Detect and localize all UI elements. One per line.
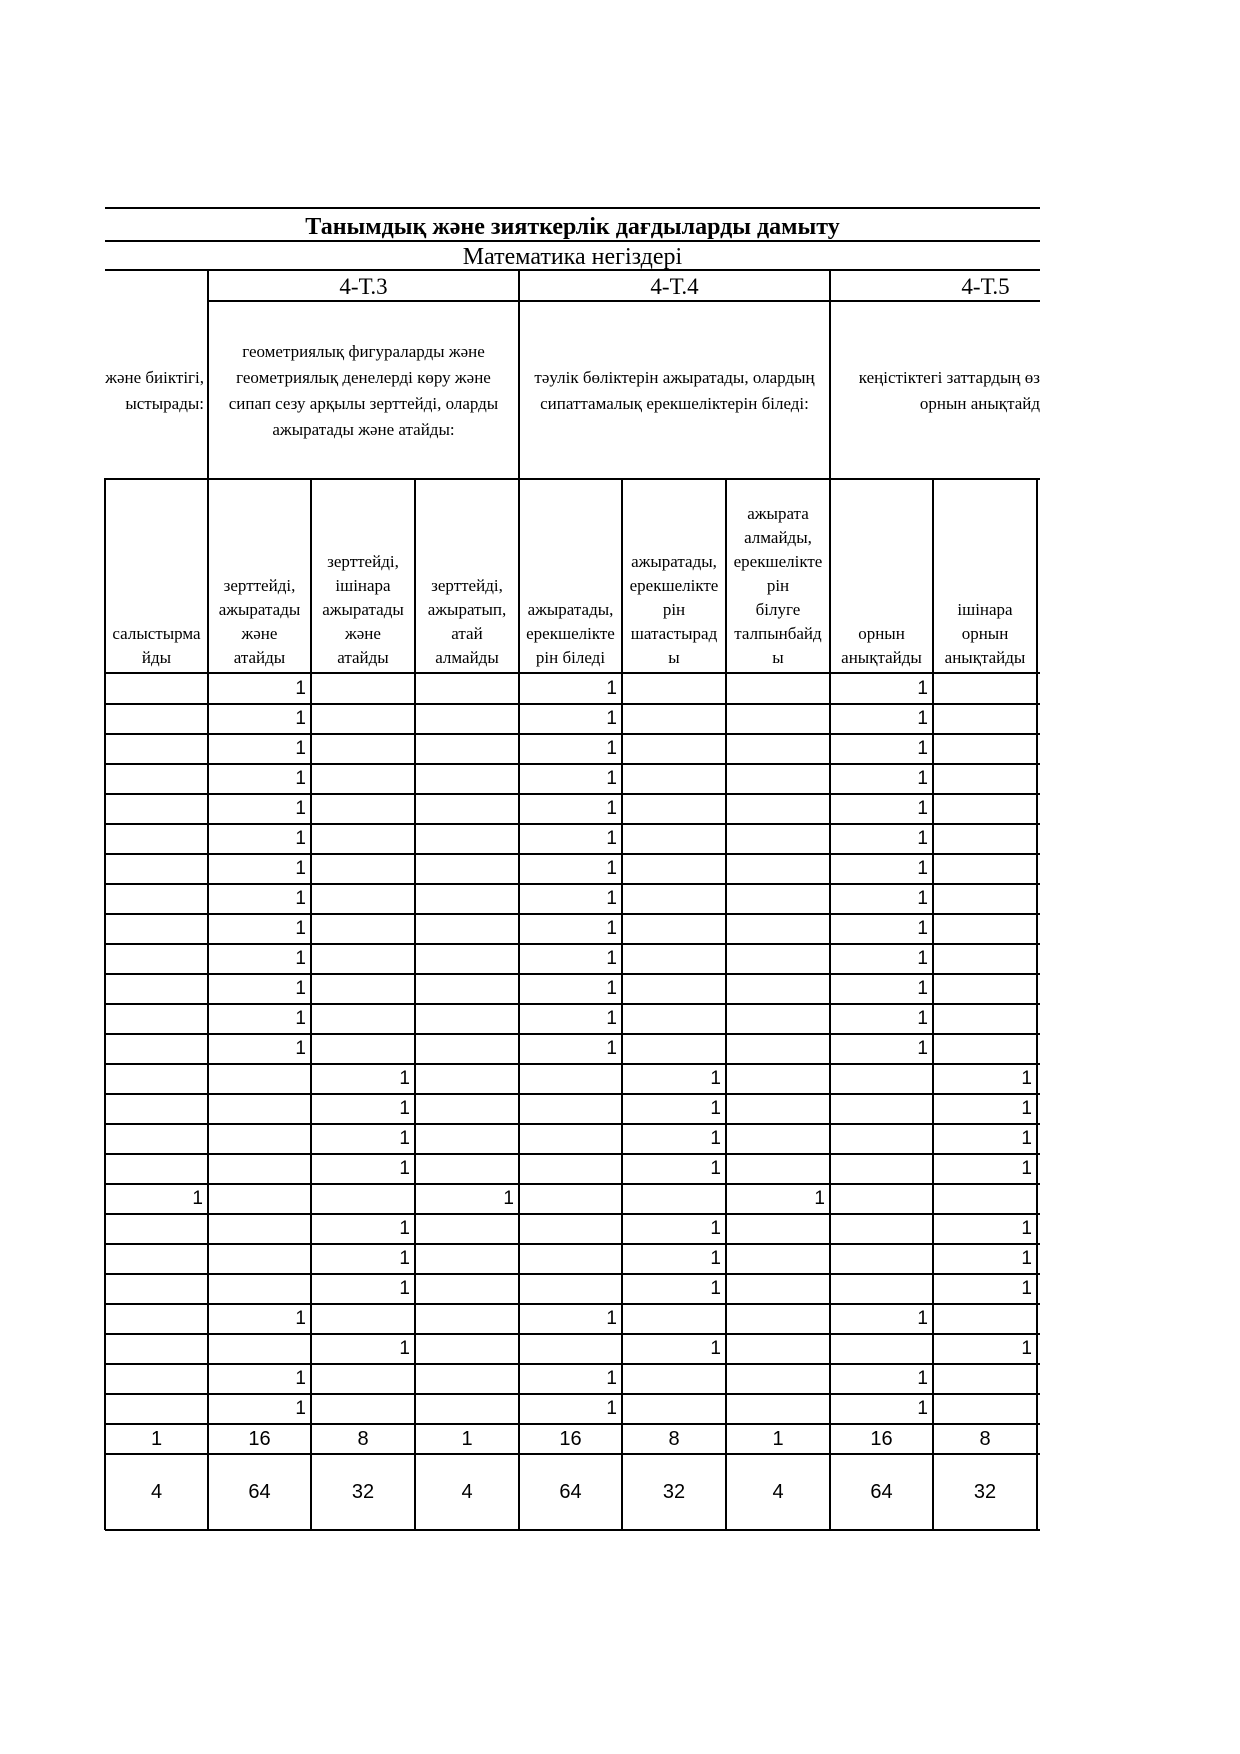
table-cell: 1 [917, 768, 928, 789]
column-header-6: ажыратады, ерекшелікте рін шатастырад ы [629, 552, 719, 667]
column-header-7: ажырата алмайды, ерекшелікте рін білуге талпынбайд ы [733, 504, 823, 667]
table-cell: 1 [606, 888, 617, 909]
group-code-4-t3: 4-Т.3 [339, 274, 388, 299]
table-cell [208, 1214, 311, 1244]
column-header-2: зерттейді, ажыратады және атайды [218, 576, 301, 667]
table-cell [622, 914, 726, 944]
column-line-5 [621, 478, 623, 1530]
table-cell [415, 794, 519, 824]
table-cell [311, 1184, 415, 1214]
table-cell [415, 1334, 519, 1364]
table-cell: 1 [295, 738, 306, 759]
table-cell [622, 674, 726, 704]
table-cell: 1 [917, 678, 928, 699]
table-cell [105, 824, 208, 854]
table-cell: 1 [399, 1098, 410, 1119]
table-cell [311, 794, 415, 824]
table-cell [726, 794, 830, 824]
rule-subtitle [105, 269, 1040, 271]
table-cell [726, 1124, 830, 1154]
table-cell: 1 [295, 828, 306, 849]
table-cell [519, 1184, 622, 1214]
column-header-8: орнын анықтайды [841, 624, 922, 667]
table-cell [415, 1394, 519, 1424]
table-cell [105, 884, 208, 914]
column-line-1 [207, 478, 209, 1530]
table-cell [622, 1004, 726, 1034]
table-cell [830, 1184, 933, 1214]
table-cell: 1 [1021, 1278, 1032, 1299]
table-cell: 1 [399, 1338, 410, 1359]
table-cell [622, 974, 726, 1004]
table-cell [105, 1304, 208, 1334]
table-cell [726, 884, 830, 914]
table-cell: 1 [917, 918, 928, 939]
table-cell: 1 [295, 1308, 306, 1329]
table-cell [726, 824, 830, 854]
rule-codes [208, 300, 1040, 302]
group-separator-0 [207, 269, 209, 478]
table-cell: 1 [606, 1398, 617, 1419]
table-cell [933, 824, 1037, 854]
table-cell [726, 1214, 830, 1244]
table-cell [105, 794, 208, 824]
column-line-7 [829, 478, 831, 1530]
table-cell [830, 1094, 933, 1124]
table-cell: 1 [917, 1368, 928, 1389]
table-cell [415, 974, 519, 1004]
table-cell [726, 1244, 830, 1274]
table-cell [830, 1124, 933, 1154]
table-cell [519, 1094, 622, 1124]
table-cell: 1 [399, 1158, 410, 1179]
table-cell [311, 1364, 415, 1394]
table-cell: 1 [1021, 1248, 1032, 1269]
table-cell [415, 1124, 519, 1154]
table-cell [726, 974, 830, 1004]
table-cell [105, 704, 208, 734]
table-cell [726, 1034, 830, 1064]
table-cell: 1 [295, 978, 306, 999]
percent-cell: 64 [870, 1480, 893, 1503]
table-cell [622, 1304, 726, 1334]
table-cell [622, 764, 726, 794]
table-cell [622, 1034, 726, 1064]
table-cell [311, 854, 415, 884]
percent-cell: 4 [461, 1480, 473, 1503]
table-cell [311, 974, 415, 1004]
table-cell: 1 [814, 1188, 825, 1209]
table-cell [933, 884, 1037, 914]
table-cell [933, 734, 1037, 764]
percent-cell: 32 [973, 1480, 997, 1503]
table-cell [415, 824, 519, 854]
column-line-4 [518, 478, 520, 1530]
table-cell: 1 [917, 1008, 928, 1029]
table-cell: 1 [917, 1038, 928, 1059]
table-cell [311, 1004, 415, 1034]
table-cell: 1 [295, 1368, 306, 1389]
table-cell [415, 1034, 519, 1064]
table-cell: 1 [917, 1308, 928, 1329]
table-cell [726, 1154, 830, 1184]
table-cell [105, 1274, 208, 1304]
table-cell [415, 1214, 519, 1244]
table-cell: 1 [1021, 1098, 1032, 1119]
table-cell: 1 [295, 1398, 306, 1419]
table-cell [519, 1334, 622, 1364]
table-cell: 1 [606, 1038, 617, 1059]
section-subtitle: Математика негіздері [462, 243, 683, 270]
table-cell: 1 [606, 768, 617, 789]
table-cell [726, 764, 830, 794]
table-cell: 1 [606, 918, 617, 939]
table-cell [105, 1364, 208, 1394]
table-cell [726, 734, 830, 764]
table-cell: 1 [295, 1008, 306, 1029]
table-cell [933, 1004, 1037, 1034]
table-cell [105, 1124, 208, 1154]
table-cell [208, 1334, 311, 1364]
table-cell [311, 944, 415, 974]
table-cell [726, 674, 830, 704]
table-cell [830, 1064, 933, 1094]
table-cell: 1 [295, 768, 306, 789]
table-cell: 1 [606, 798, 617, 819]
table-cell: 1 [917, 948, 928, 969]
table-cell [726, 1334, 830, 1364]
table-cell [105, 1004, 208, 1034]
table-cell: 1 [606, 708, 617, 729]
table-cell: 1 [710, 1248, 721, 1269]
table-cell: 1 [917, 858, 928, 879]
table-cell: 1 [606, 1368, 617, 1389]
table-cell [311, 734, 415, 764]
table-cell: 1 [710, 1098, 721, 1119]
percent-cell: 32 [662, 1480, 686, 1503]
table-cell [933, 764, 1037, 794]
rule-top [105, 207, 1040, 209]
table-cell [415, 1364, 519, 1394]
table-cell [622, 1394, 726, 1424]
table-cell: 1 [710, 1278, 721, 1299]
group-separator-1 [518, 269, 520, 478]
table-cell [830, 1274, 933, 1304]
table-cell: 1 [1021, 1128, 1032, 1149]
table-cell [933, 704, 1037, 734]
table-cell [933, 1184, 1037, 1214]
table-cell [622, 824, 726, 854]
table-cell: 1 [1021, 1218, 1032, 1239]
table-cell [726, 854, 830, 884]
table-cell: 1 [399, 1248, 410, 1269]
total-cell: 16 [248, 1427, 271, 1450]
table-cell [519, 1124, 622, 1154]
table-cell: 1 [710, 1338, 721, 1359]
total-cell: 1 [772, 1427, 784, 1450]
table-cell [622, 884, 726, 914]
table-cell: 1 [710, 1218, 721, 1239]
table-cell [208, 1184, 311, 1214]
table-cell [208, 1154, 311, 1184]
table-cell: 1 [710, 1068, 721, 1089]
table-cell [105, 1394, 208, 1424]
table-cell: 1 [1021, 1338, 1032, 1359]
total-cell: 1 [150, 1427, 163, 1450]
table-cell [105, 974, 208, 1004]
column-line-0 [104, 478, 106, 1530]
table-cell: 1 [1021, 1068, 1032, 1089]
group-separator-2 [829, 269, 831, 478]
percent-cell: 4 [772, 1480, 784, 1503]
table-cell [622, 704, 726, 734]
percent-cell: 64 [248, 1480, 271, 1503]
table-cell [933, 794, 1037, 824]
table-cell [311, 1394, 415, 1424]
table-cell: 1 [917, 738, 928, 759]
total-cell: 8 [357, 1427, 369, 1450]
table-cell [519, 1154, 622, 1184]
table-cell [311, 1034, 415, 1064]
table-cell [208, 1244, 311, 1274]
table-cell [415, 674, 519, 704]
table-cell: 1 [1021, 1158, 1032, 1179]
table-cell [933, 1364, 1037, 1394]
table-cell [105, 1034, 208, 1064]
table-cell [415, 1154, 519, 1184]
total-cell: 1 [461, 1427, 473, 1450]
table-cell [933, 914, 1037, 944]
total-cell: 16 [559, 1427, 582, 1450]
table-cell [208, 1094, 311, 1124]
table-cell: 1 [295, 948, 306, 969]
column-line-9 [1036, 478, 1038, 1530]
group-description-4-t5: кеңістіктегі заттардың өз орнын анықтайд [858, 368, 1040, 413]
table-cell [519, 1214, 622, 1244]
column-line-8 [932, 478, 934, 1530]
table-cell [622, 734, 726, 764]
table-cell: 1 [606, 1308, 617, 1329]
table-cell [311, 764, 415, 794]
table-cell [519, 1064, 622, 1094]
table-cell [933, 974, 1037, 1004]
percent-cell: 4 [150, 1480, 163, 1503]
table-cell [105, 1064, 208, 1094]
table-cell [726, 1304, 830, 1334]
table-cell: 1 [917, 828, 928, 849]
table-cell [208, 1064, 311, 1094]
table-cell: 1 [399, 1128, 410, 1149]
table-cell [726, 1274, 830, 1304]
table-cell [105, 734, 208, 764]
table-cell [726, 1094, 830, 1124]
table-cell [415, 1064, 519, 1094]
table-cell [622, 794, 726, 824]
table-cell [415, 734, 519, 764]
table-cell [105, 944, 208, 974]
table-cell: 1 [710, 1158, 721, 1179]
table-cell [415, 884, 519, 914]
table-cell: 1 [606, 738, 617, 759]
table-cell: 1 [606, 978, 617, 999]
group-code-4-t5: 4-Т.5 [961, 274, 1010, 299]
table-cell: 1 [399, 1068, 410, 1089]
table-cell: 1 [295, 678, 306, 699]
column-line-2 [310, 478, 312, 1530]
table-cell: 1 [295, 888, 306, 909]
table-cell [415, 764, 519, 794]
table-cell [415, 944, 519, 974]
table-cell [933, 1034, 1037, 1064]
column-line-3 [414, 478, 416, 1530]
table-cell [208, 1124, 311, 1154]
table-cell [622, 1364, 726, 1394]
table-cell [311, 824, 415, 854]
rule-title [105, 240, 1040, 242]
table-cell [933, 1394, 1037, 1424]
column-header-1: салыстырма йды [112, 624, 201, 667]
table-cell [415, 1244, 519, 1274]
table-cell [415, 1304, 519, 1334]
table-cell [415, 854, 519, 884]
table-cell [311, 1304, 415, 1334]
page-title: Танымдық және зияткерлік дағдыларды дамыту [305, 213, 840, 240]
table-cell [415, 1004, 519, 1034]
table-cell [830, 1214, 933, 1244]
column-line-6 [725, 478, 727, 1530]
table-cell: 1 [295, 708, 306, 729]
table-cell [311, 884, 415, 914]
group-description-4-t3: геометриялық фигураларды және геометриялық денелерді көру және сипап сезу арқылы зерттейді, оларды ажыратады және атайды: [228, 342, 499, 439]
table-cell [105, 1334, 208, 1364]
table-cell: 1 [606, 948, 617, 969]
table-cell: 1 [399, 1278, 410, 1299]
table-cell [105, 1214, 208, 1244]
table-cell: 1 [295, 858, 306, 879]
table-cell: 1 [606, 858, 617, 879]
rule-totals [105, 1453, 1040, 1455]
table-cell [415, 914, 519, 944]
column-header-9: ішінара орнын анықтайды [944, 600, 1026, 667]
group-code-4-t4: 4-Т.4 [650, 274, 699, 299]
table-cell: 1 [917, 888, 928, 909]
table-cell [105, 764, 208, 794]
table-cell [311, 704, 415, 734]
column-header-4: зерттейді, ажыратып, атай алмайды [427, 576, 507, 667]
table-cell [726, 1064, 830, 1094]
table-cell [311, 914, 415, 944]
table-cell [726, 1004, 830, 1034]
table-cell: 1 [399, 1218, 410, 1239]
total-cell: 16 [870, 1427, 893, 1450]
table-cell: 1 [295, 1038, 306, 1059]
table-cell: 1 [295, 798, 306, 819]
table-cell: 1 [503, 1188, 514, 1209]
table-cell [830, 1154, 933, 1184]
table-cell [622, 854, 726, 884]
table-cell [311, 674, 415, 704]
partial-previous-description: және биіктігі, ыстырады: [105, 368, 204, 413]
table-cell [726, 914, 830, 944]
table-cell [933, 1304, 1037, 1334]
table-cell [415, 1094, 519, 1124]
table-cell: 1 [192, 1188, 203, 1209]
column-header-3: зерттейді, ішінара ажыратады және атайды [322, 552, 404, 667]
group-description-4-t4: тәулік бөліктерін ажыратады, олардың сипаттамалық ерекшеліктерін біледі: [534, 368, 815, 413]
percent-cell: 32 [351, 1480, 375, 1503]
table-cell: 1 [606, 828, 617, 849]
table-cell [105, 1154, 208, 1184]
table-cell [415, 704, 519, 734]
table-cell: 1 [917, 1398, 928, 1419]
table-cell: 1 [917, 978, 928, 999]
total-cell: 8 [668, 1427, 680, 1450]
table-cell [105, 914, 208, 944]
table-cell [830, 1244, 933, 1274]
table-cell: 1 [917, 708, 928, 729]
table-cell [415, 1274, 519, 1304]
column-header-5: ажыратады, ерекшелікте рін біледі [526, 600, 615, 667]
table-cell [830, 1334, 933, 1364]
table-cell [726, 704, 830, 734]
table-cell: 1 [917, 798, 928, 819]
table-cell [105, 674, 208, 704]
table-cell: 1 [606, 1008, 617, 1029]
table-cell [105, 1094, 208, 1124]
table-cell [726, 1394, 830, 1424]
table-cell [933, 674, 1037, 704]
table-cell [622, 1184, 726, 1214]
table-cell: 1 [606, 678, 617, 699]
rule-bottom [105, 1529, 1040, 1531]
percent-cell: 64 [559, 1480, 582, 1503]
table-cell: 1 [295, 918, 306, 939]
table-cell [933, 854, 1037, 884]
table-cell [726, 1364, 830, 1394]
table-cell [105, 854, 208, 884]
table-cell [726, 944, 830, 974]
total-cell: 8 [979, 1427, 991, 1450]
table-cell [519, 1244, 622, 1274]
table-cell [519, 1274, 622, 1304]
table-cell [105, 1244, 208, 1274]
table-cell [933, 944, 1037, 974]
table-cell: 1 [710, 1128, 721, 1149]
table-cell [622, 944, 726, 974]
table-cell [208, 1274, 311, 1304]
